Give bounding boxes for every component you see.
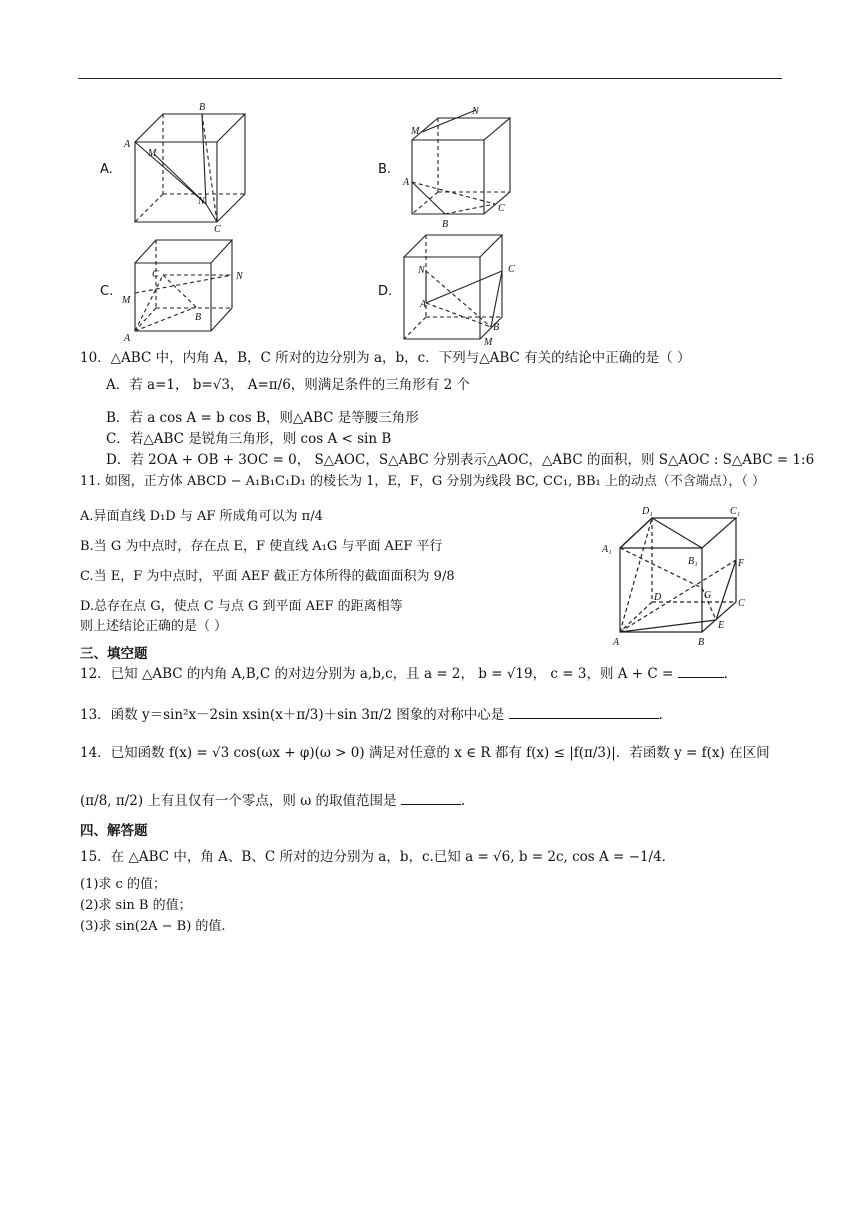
q14-line2: (π/8, π/2) 上有且仅有一个零点，则 ω 的取值范围是 .: [80, 790, 465, 810]
q14-answer-blank[interactable]: [401, 790, 461, 805]
figure-c-letter: C.: [100, 284, 114, 299]
q10-option-c: C．若△ABC 是锐角三角形，则 cos A < sin B: [106, 431, 392, 447]
fig-a-label-C: C: [214, 224, 221, 235]
fig-b-label-M: M: [411, 126, 420, 137]
q11-label-C1: C₁: [730, 506, 741, 517]
q15-part-2: (2)求 sin B 的值；: [80, 898, 192, 913]
fig-b-label-A: A: [403, 177, 410, 188]
q12-answer-blank[interactable]: [678, 663, 724, 678]
figure-b-cube: [400, 100, 530, 235]
fig-c-label-N: N: [236, 271, 243, 282]
q10-option-d: D．若 2OA + OB + 3OC = 0， S△AOC，S△ABC 分别表示△AOC，△ABC 的面积，则 S△AOC : S△ABC = 1:6: [106, 452, 815, 468]
q11-option-a: A.异面直线 D₁D 与 AF 所成角可以为 π/4: [80, 509, 323, 524]
q10-option-a: A．若 a=1， b=√3， A=π/6，则满足条件的三角形有 2 个: [106, 377, 470, 393]
figure-c-cube: [118, 233, 258, 345]
fig-d-label-M: M: [484, 337, 493, 348]
fig-b-label-N: N: [472, 106, 479, 117]
fig-d-label-B: B: [493, 322, 500, 333]
q11-label-C: C: [738, 598, 745, 609]
fig-c-label-B: B: [195, 312, 202, 323]
figure-a-cube: [118, 100, 258, 235]
q13-stem: 13．函数 y＝sin²x－2sin xsin(x＋π/3)＋sin 3π/2 图象的对称中心是: [80, 707, 505, 723]
figure-d-cube: [396, 227, 526, 349]
q13-text: 13．函数 y＝sin²x－2sin xsin(x＋π/3)＋sin 3π/2 图象的对称中心是 .: [80, 704, 663, 724]
fig-b-label-C: C: [498, 203, 505, 214]
q11-label-G: G: [704, 590, 712, 601]
q11-label-A1: A₁: [602, 544, 612, 555]
fig-a-label-A: A: [124, 139, 131, 150]
q11-label-B1: B₁: [688, 556, 698, 567]
fig-c-label-A: A: [124, 333, 131, 344]
q11-label-E: E: [718, 620, 725, 631]
figure-b-letter: B.: [378, 162, 392, 177]
section-heading-fill-in: 三、填空题: [80, 646, 148, 662]
header-rule: [78, 78, 782, 79]
q11-label-D: D: [654, 592, 662, 603]
q14-stem: (π/8, π/2) 上有且仅有一个零点，则 ω 的取值范围是: [80, 793, 397, 809]
q11-option-d: D.总存在点 G，使点 C 与点 G 到平面 AEF 的距离相等: [80, 599, 403, 614]
q13-answer-blank[interactable]: [509, 704, 659, 719]
figure-d-letter: D.: [378, 284, 393, 299]
q11-stem: 11. 如图，正方体 ABCD − A₁B₁C₁D₁ 的棱长为 1，E，F，G 分别为线段 BC, CC₁, BB₁ 上的动点（不含端点），（ ）: [80, 474, 765, 489]
fig-d-label-C: C: [508, 264, 515, 275]
q11-option-b: B.当 G 为中点时，存在点 E，F 使直线 A₁G 与平面 AEF 平行: [80, 539, 443, 554]
figure-a-letter: A.: [100, 162, 113, 177]
q10-stem: 10．△ABC 中，内角 A，B，C 所对的边分别为 a，b，c．下列与△ABC 有关的结论中正确的是（ ）: [80, 350, 691, 366]
q11-tail: 则上述结论正确的是（ ）: [80, 619, 228, 634]
fig-a-label-B: B: [199, 102, 206, 113]
q11-label-A: A: [613, 637, 620, 648]
q15-stem: 15．在 △ABC 中，角 A、B、C 所对的边分别为 a，b，c.已知 a = √6, b = 2c, cos A = −1/4．: [80, 849, 676, 865]
fig-a-label-M: M: [148, 148, 157, 159]
fig-d-label-A: A: [420, 299, 427, 310]
q11-label-D1: D₁: [642, 506, 653, 517]
q11-option-c: C.当 E，F 为中点时，平面 AEF 截正方体所得的截面面积为 9/8: [80, 569, 455, 584]
q11-label-F: F: [738, 558, 745, 569]
fig-a-label-N: N: [198, 196, 205, 207]
q11-cube-figure: [598, 502, 768, 650]
q15-part-1: (1)求 c 的值；: [80, 877, 166, 892]
q10-option-b: B．若 a cos A = b cos B，则△ABC 是等腰三角形: [106, 410, 419, 426]
q11-label-B: B: [698, 637, 705, 648]
fig-c-label-C: C: [152, 269, 159, 280]
q12-stem: 12．已知 △ABC 的内角 A,B,C 的对边分别为 a,b,c，且 a = 2， b = √19， c = 3，则 A + C =: [80, 666, 674, 682]
fig-c-label-M: M: [122, 295, 131, 306]
fig-b-label-B: B: [442, 219, 449, 230]
q14-line1: 14．已知函数 f(x) = √3 cos(ωx + φ)(ω > 0) 满足对任意的 x ∈ R 都有 f(x) ≤ |f(π/3)|．若函数 y = f(x) 在区间: [80, 745, 770, 761]
fig-d-label-N: N: [418, 265, 425, 276]
section-heading-solutions: 四、解答题: [80, 823, 148, 839]
q15-part-3: (3)求 sin(2A − B) 的值.: [80, 919, 226, 934]
q12-text: 12．已知 △ABC 的内角 A,B,C 的对边分别为 a,b,c，且 a = 2， b = √19， c = 3，则 A + C = .: [80, 663, 728, 683]
